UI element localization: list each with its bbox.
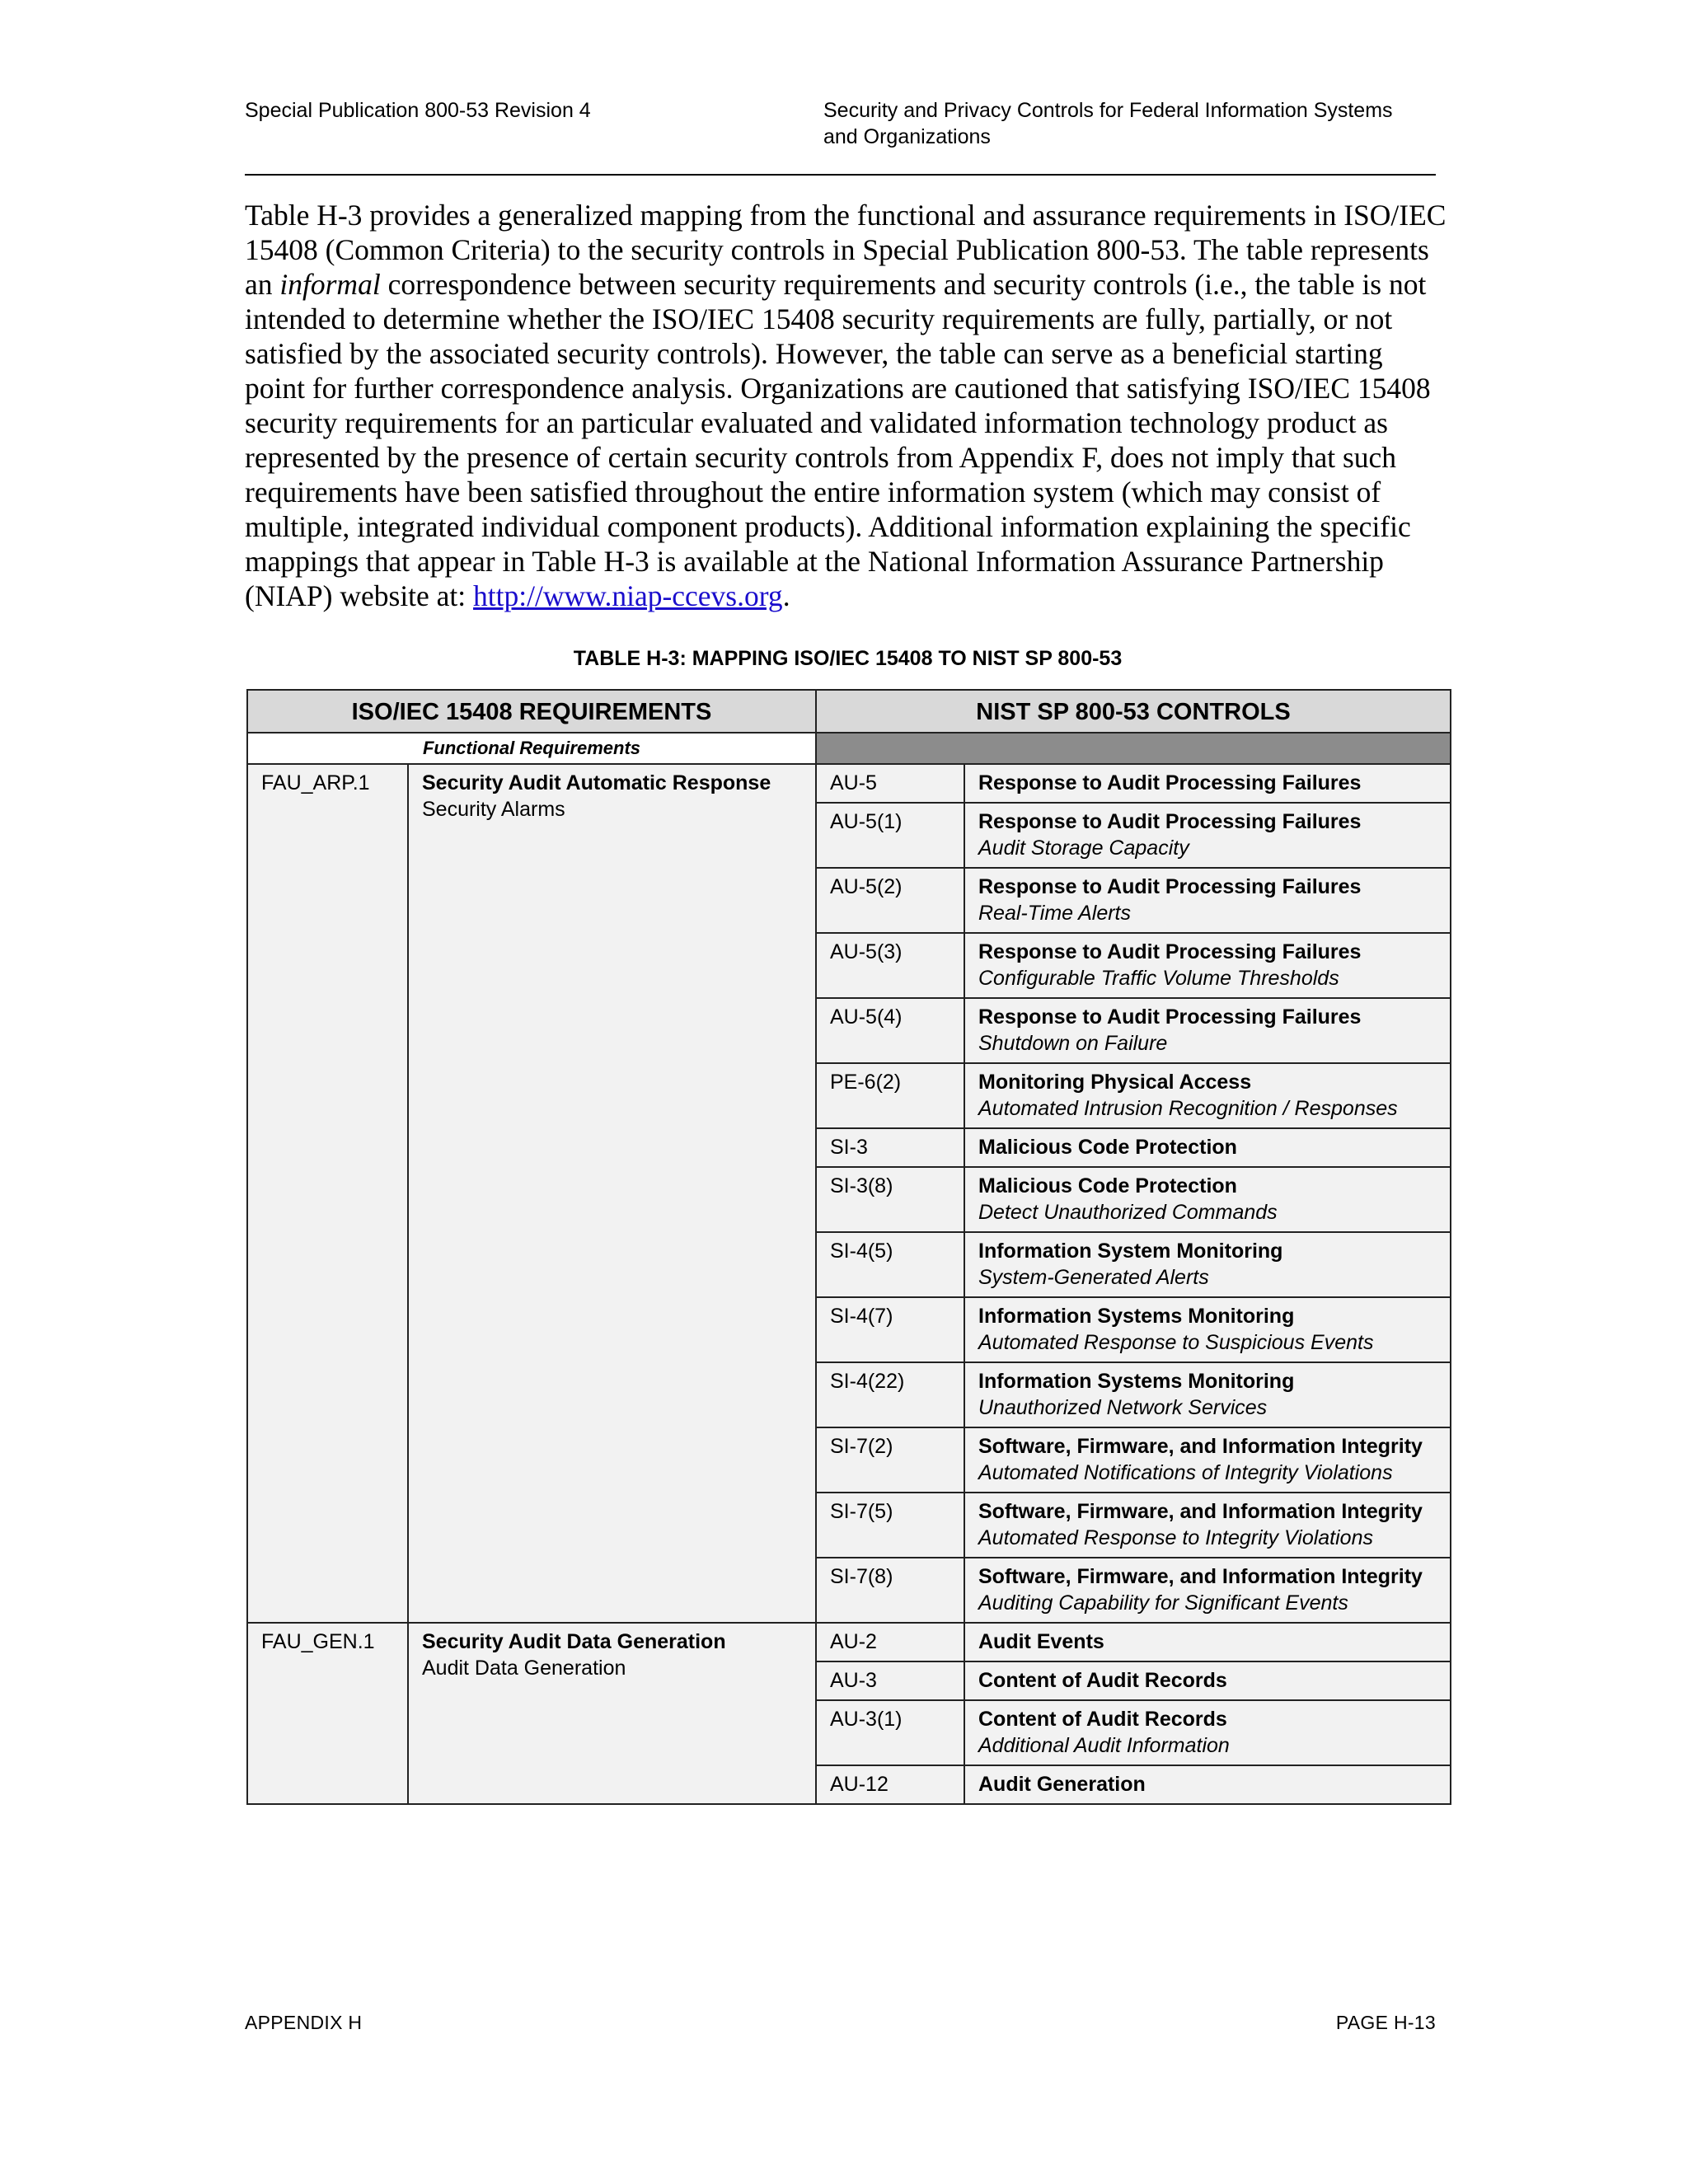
control-cell [964,998,1451,1063]
requirement-subtitle: Security Alarms [422,798,565,821]
control-enhancement: Automated Notifications of Integrity Violations [978,1461,1393,1484]
control-enhancement: Automated Intrusion Recognition / Responses [978,1097,1398,1120]
control-enhancement: Audit Storage Capacity [978,837,1189,860]
control-id: AU-5(2) [816,868,964,933]
control-title: Malicious Code Protection [978,1174,1237,1197]
control-id: AU-5(3) [816,933,964,998]
col-header-controls: NIST SP 800-53 CONTROLS [816,690,1451,733]
control-enhancement: Configurable Traffic Volume Thresholds [978,967,1339,990]
control-id: AU-5(4) [816,998,964,1063]
control-id: SI-3 [816,1128,964,1167]
intro-paragraph [245,198,1448,613]
requirement-id: FAU_ARP.1 [247,764,408,1623]
control-id: AU-12 [816,1765,964,1804]
control-cell [964,1765,1451,1804]
control-id: AU-2 [816,1623,964,1661]
table-row [247,1623,1451,1661]
control-title: Content of Audit Records [978,1708,1227,1731]
control-id: SI-4(22) [816,1362,964,1427]
header-rule [245,174,1436,176]
control-cell [964,1297,1451,1362]
control-cell [964,868,1451,933]
control-title: Software, Firmware, and Information Integrity [978,1500,1423,1523]
control-enhancement: Automated Response to Integrity Violations [978,1526,1373,1549]
table-row [247,764,1451,803]
requirement-title: Security Audit Data Generation [422,1630,726,1653]
table-header-row [247,690,1451,733]
control-id: AU-5 [816,764,964,803]
control-id: PE-6(2) [816,1063,964,1128]
control-enhancement: Unauthorized Network Services [978,1396,1268,1419]
control-cell [964,1128,1451,1167]
control-cell [964,1063,1451,1128]
control-cell [964,1362,1451,1427]
control-cell [964,1661,1451,1700]
requirement-id: FAU_GEN.1 [247,1623,408,1804]
running-header-right-line1: Security and Privacy Controls for Federal Information Systems [823,99,1393,122]
table-caption: TABLE H-3: MAPPING ISO/IEC 15408 TO NIST SP 800-53 [573,647,1123,670]
control-id: SI-3(8) [816,1167,964,1232]
control-title: Content of Audit Records [978,1669,1227,1692]
intro-end: . [782,579,790,612]
control-cell [964,1623,1451,1661]
control-cell [964,1427,1451,1493]
control-enhancement: Auditing Capability for Significant Events [978,1591,1348,1615]
control-cell [964,764,1451,803]
intro-emphasis: informal [279,268,381,301]
requirement-subtitle: Audit Data Generation [422,1657,626,1680]
control-enhancement: Additional Audit Information [978,1734,1230,1757]
running-header-right [823,97,1450,150]
section-label: Functional Requirements [247,733,816,764]
control-cell [964,1700,1451,1765]
footer-left: APPENDIX H [245,2012,363,2033]
control-id: SI-4(5) [816,1232,964,1297]
control-cell [964,1167,1451,1232]
control-title: Monitoring Physical Access [978,1071,1252,1094]
control-enhancement: Automated Response to Suspicious Events [978,1331,1374,1354]
control-cell [964,803,1451,868]
control-title: Response to Audit Processing Failures [978,1005,1362,1029]
control-title: Software, Firmware, and Information Integrity [978,1565,1423,1588]
control-id: AU-5(1) [816,803,964,868]
control-title: Audit Generation [978,1773,1146,1796]
intro-text-2: correspondence between security requirements and security controls (i.e., the table is not intended to determine whether the ISO/IEC 15408 security requirements are fully, partially, or not satisfied by the associated security controls). However, the table can serve as a beneficial starting point for further correspondence analysis. Organizations are cautioned that satisfying ISO/IEC 15408 security requirements for an particular evaluated and validated information technology product as represented by the presence of certain security controls from Appendix F, does not imply that such requirements have been satisfied throughout the entire information system (which may consist of multiple, integrated individual component products). Additional information explaining the specific mappings that appear in Table H-3 is available at the National Information Assurance Partnership (NIAP) website at: [245,268,1431,612]
control-id: AU-3 [816,1661,964,1700]
col-header-requirements: ISO/IEC 15408 REQUIREMENTS [247,690,816,733]
running-header-left: Special Publication 800-53 Revision 4 [245,99,591,122]
running-header-right-line2: and Organizations [823,125,991,148]
section-row [247,733,1451,764]
control-title: Malicious Code Protection [978,1136,1237,1159]
control-cell [964,1493,1451,1558]
requirement-cell [408,1623,816,1804]
control-title: Response to Audit Processing Failures [978,940,1362,963]
control-cell [964,1232,1451,1297]
control-id: SI-7(2) [816,1427,964,1493]
control-id: SI-7(8) [816,1558,964,1623]
control-title: Response to Audit Processing Failures [978,810,1362,833]
control-id: SI-4(7) [816,1297,964,1362]
control-title: Response to Audit Processing Failures [978,875,1362,898]
control-id: AU-3(1) [816,1700,964,1765]
control-enhancement: System-Generated Alerts [978,1266,1209,1289]
control-title: Information Systems Monitoring [978,1370,1295,1393]
intro-text-1: Table H-3 provides a generalized mapping from the functional and assurance requirements in ISO/IEC 15408 (Common Criteria) to the security controls in Special Publication 800-53. The table represents an [245,199,1447,301]
requirement-cell [408,764,816,1623]
control-title: Response to Audit Processing Failures [978,771,1362,794]
requirement-title: Security Audit Automatic Response [422,771,771,794]
control-id: SI-7(5) [816,1493,964,1558]
control-title: Software, Firmware, and Information Integrity [978,1435,1423,1458]
control-enhancement: Shutdown on Failure [978,1032,1168,1055]
control-enhancement: Real-Time Alerts [978,902,1131,925]
footer-right: PAGE H-13 [1335,2012,1436,2033]
control-cell [964,933,1451,998]
control-enhancement: Detect Unauthorized Commands [978,1201,1278,1224]
section-fill [816,733,1451,764]
control-title: Information System Monitoring [978,1240,1283,1263]
control-cell [964,1558,1451,1623]
control-title: Audit Events [978,1630,1104,1653]
niap-link[interactable]: http://www.niap-ccevs.org [473,579,783,612]
control-title: Information Systems Monitoring [978,1305,1295,1328]
mapping-table [246,689,1451,1805]
